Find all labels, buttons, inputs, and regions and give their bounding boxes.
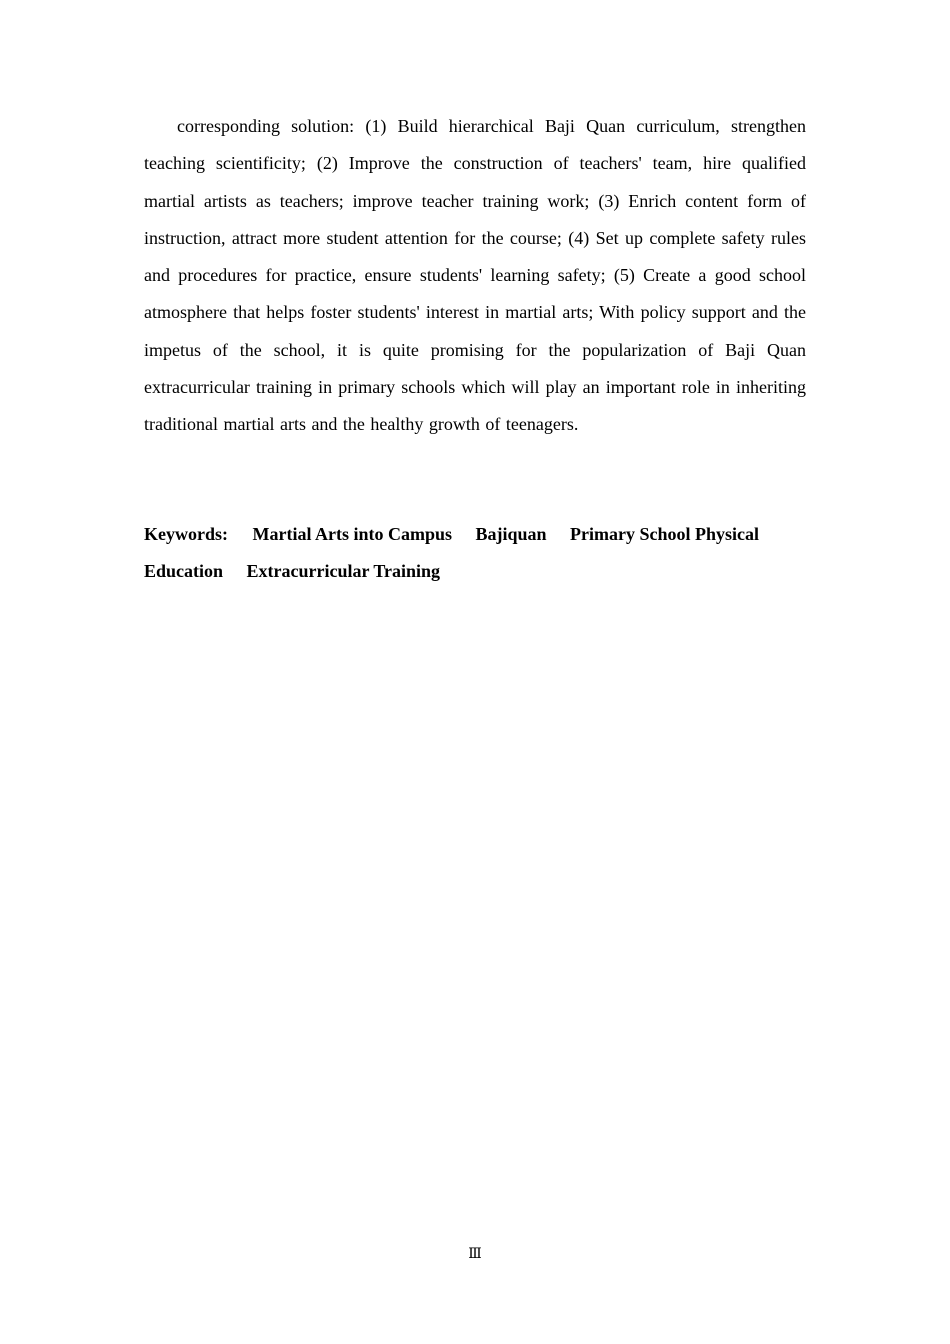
abstract-paragraph: corresponding solution: (1) Build hierarchical Baji Quan curriculum, strengthen teaching scientificity; (2) Improve the construction of teachers' team, hire qualified martial artists as teachers; improve teacher training work; (3) Enrich content form of instruction, attract more student attention for the course; (4) Set up complete safety rules and procedures for practice, ensure students' learning safety; (5) Create a good school atmosphere that helps foster students' interest in martial arts; With policy support and the impetus of the school, it is quite promising for the popularization of Baji Quan extracurricular training in primary schools which will play an important role in inheriting traditional martial arts and the healthy growth of teenagers. [144,116,806,435]
keyword-item: Primary School Physical Education [144,524,760,581]
page-number: Ⅲ [468,1247,482,1262]
keyword-item: Bajiquan [475,524,547,544]
keywords-label: Keywords: [144,524,228,544]
keywords-section [144,516,806,590]
keyword-item: Extracurricular Training [246,561,441,581]
keyword-item: Martial Arts into Campus [252,524,452,544]
